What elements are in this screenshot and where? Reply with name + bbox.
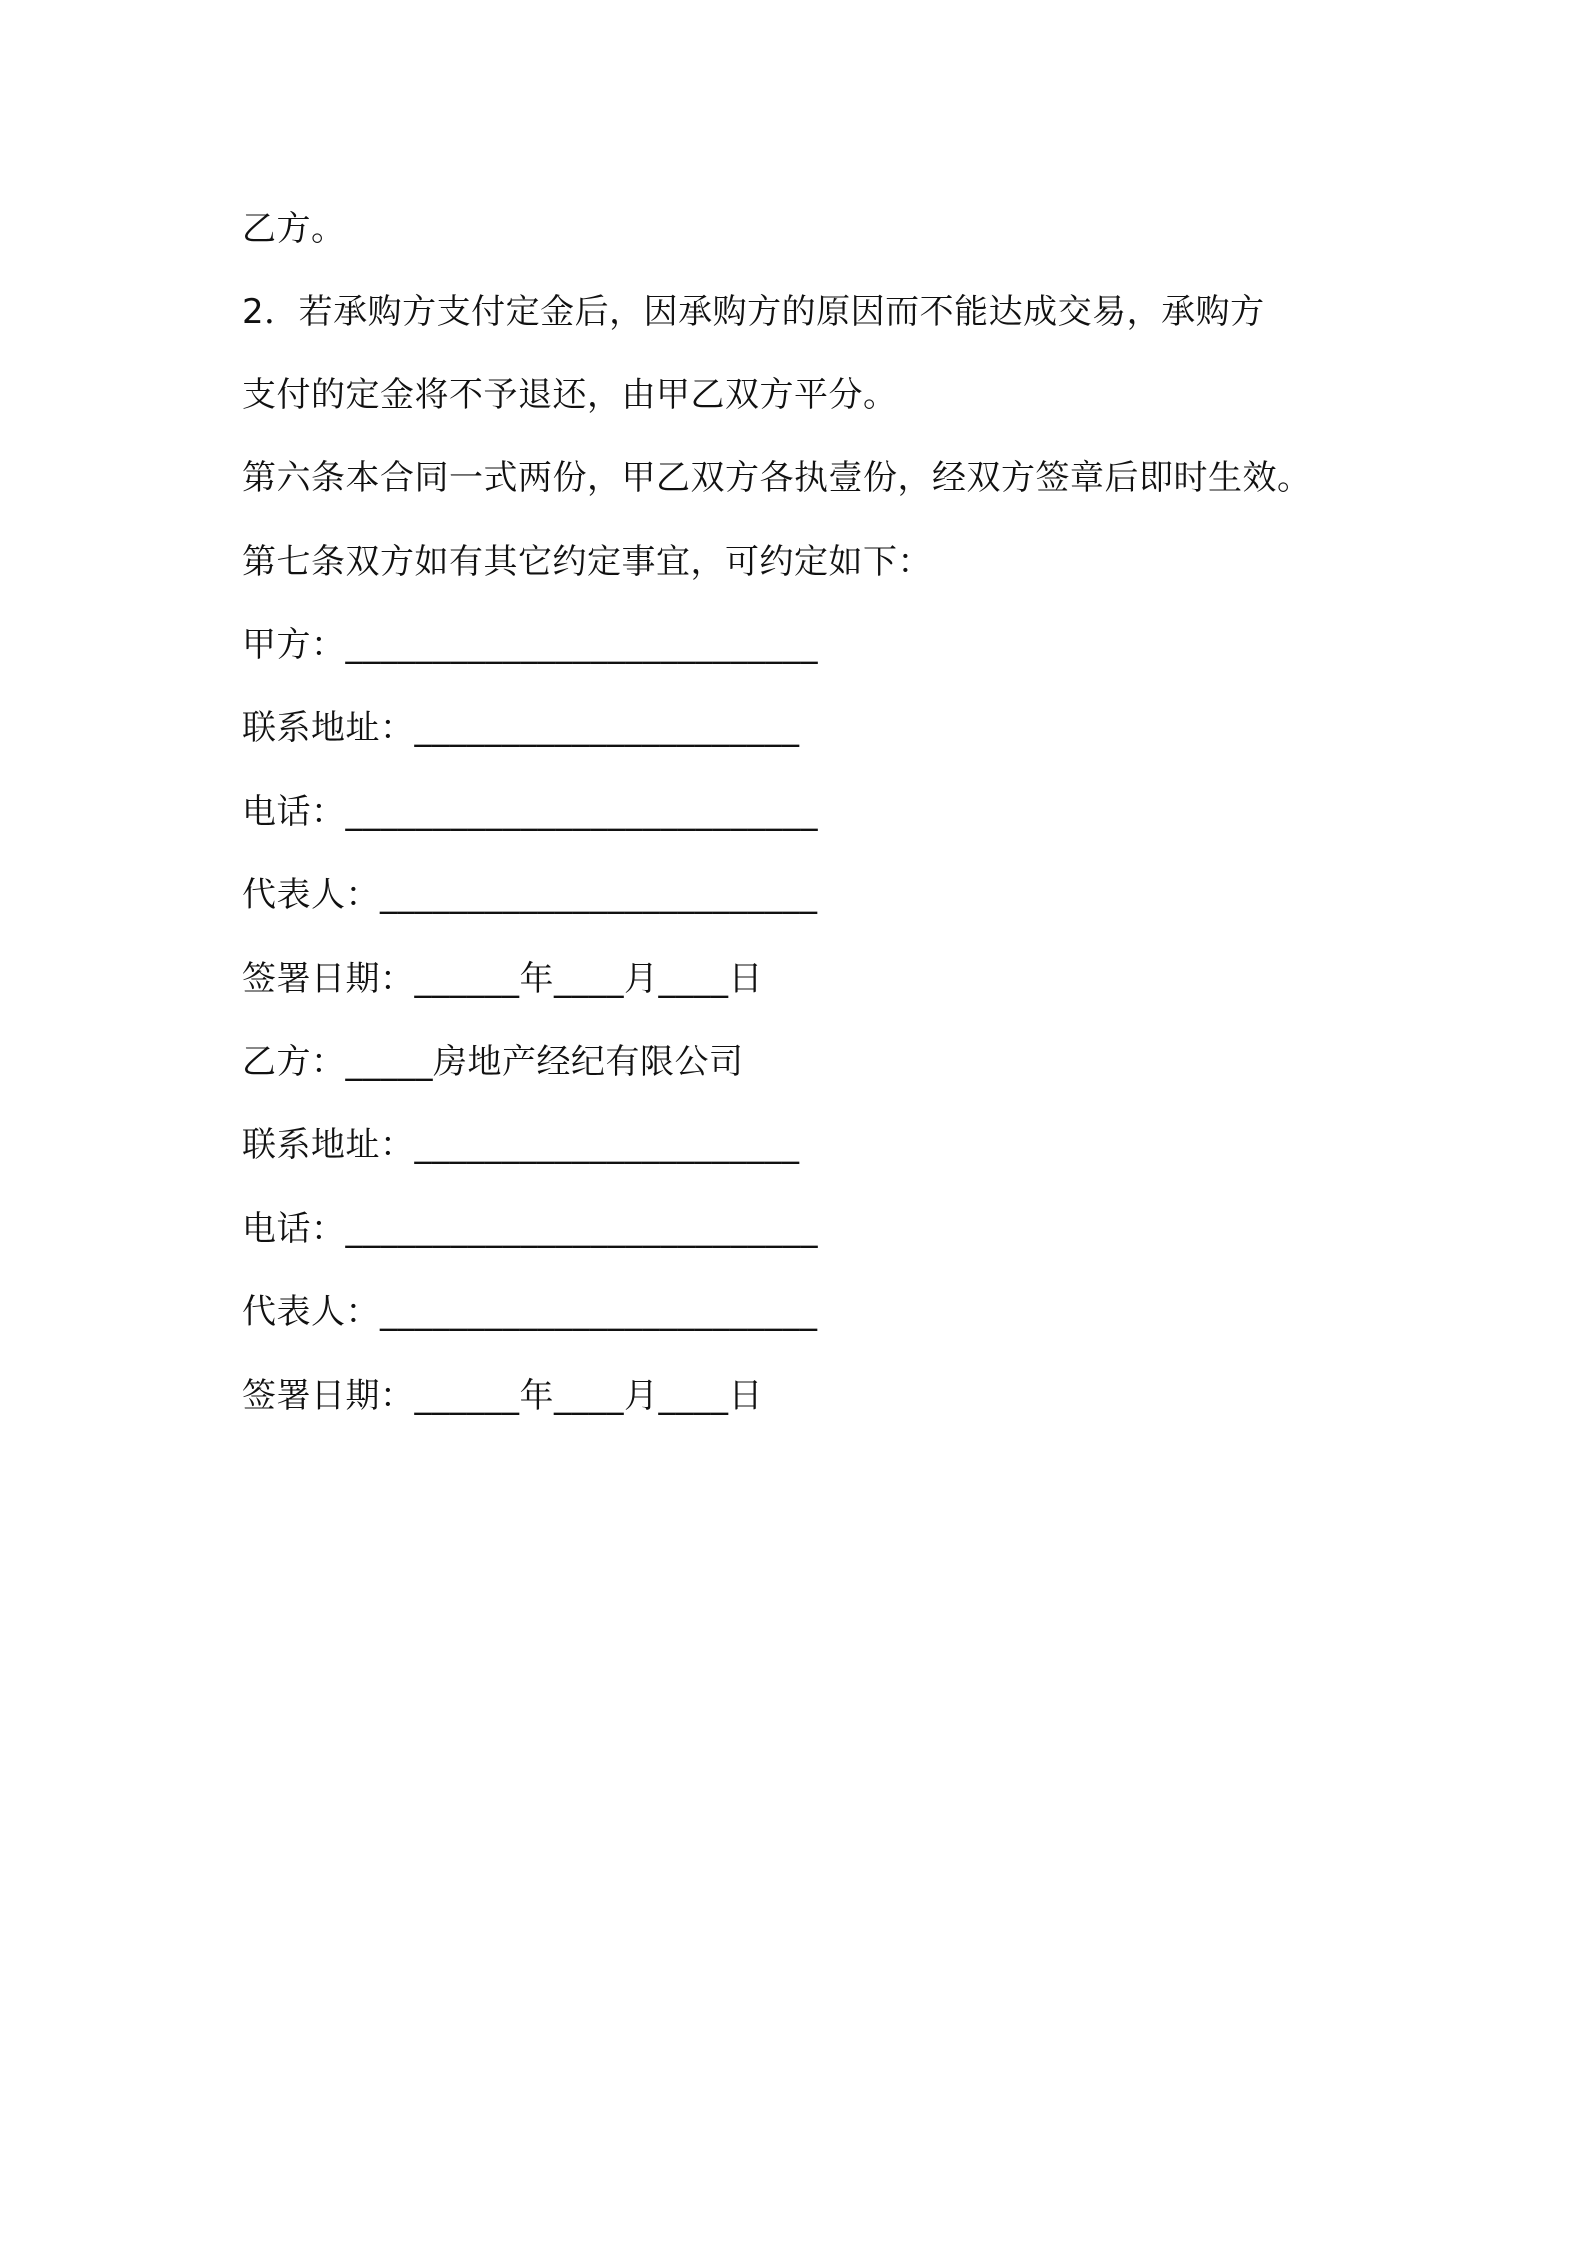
clause-2-line-2: 支付的定金将不予退还，由甲乙双方平分。 (242, 375, 898, 415)
party-a-phone-field: 电话：___________________________ (242, 792, 818, 832)
clause-2-line-1: 2．若承购方支付定金后，因承购方的原因而不能达成交易，承购方 (242, 292, 1265, 332)
party-a-field: 甲方：___________________________ (242, 625, 818, 665)
continuation-line: 乙方。 (242, 209, 346, 249)
party-b-field: 乙方：_____房地产经纪有限公司 (242, 1042, 744, 1082)
party-b-phone-field: 电话：___________________________ (242, 1209, 818, 1249)
party-a-address-field: 联系地址：______________________ (242, 708, 800, 748)
party-b-sign-date-field: 签署日期：______年____月____日 (242, 1376, 763, 1416)
article-7: 第七条双方如有其它约定事宜，可约定如下： (242, 542, 932, 582)
party-b-representative-field: 代表人：_________________________ (242, 1292, 818, 1332)
party-a-sign-date-field: 签署日期：______年____月____日 (242, 959, 763, 999)
party-a-representative-field: 代表人：_________________________ (242, 875, 818, 915)
article-6: 第六条本合同一式两份，甲乙双方各执壹份，经双方签章后即时生效。 (242, 458, 1312, 498)
party-b-address-field: 联系地址：______________________ (242, 1125, 800, 1165)
